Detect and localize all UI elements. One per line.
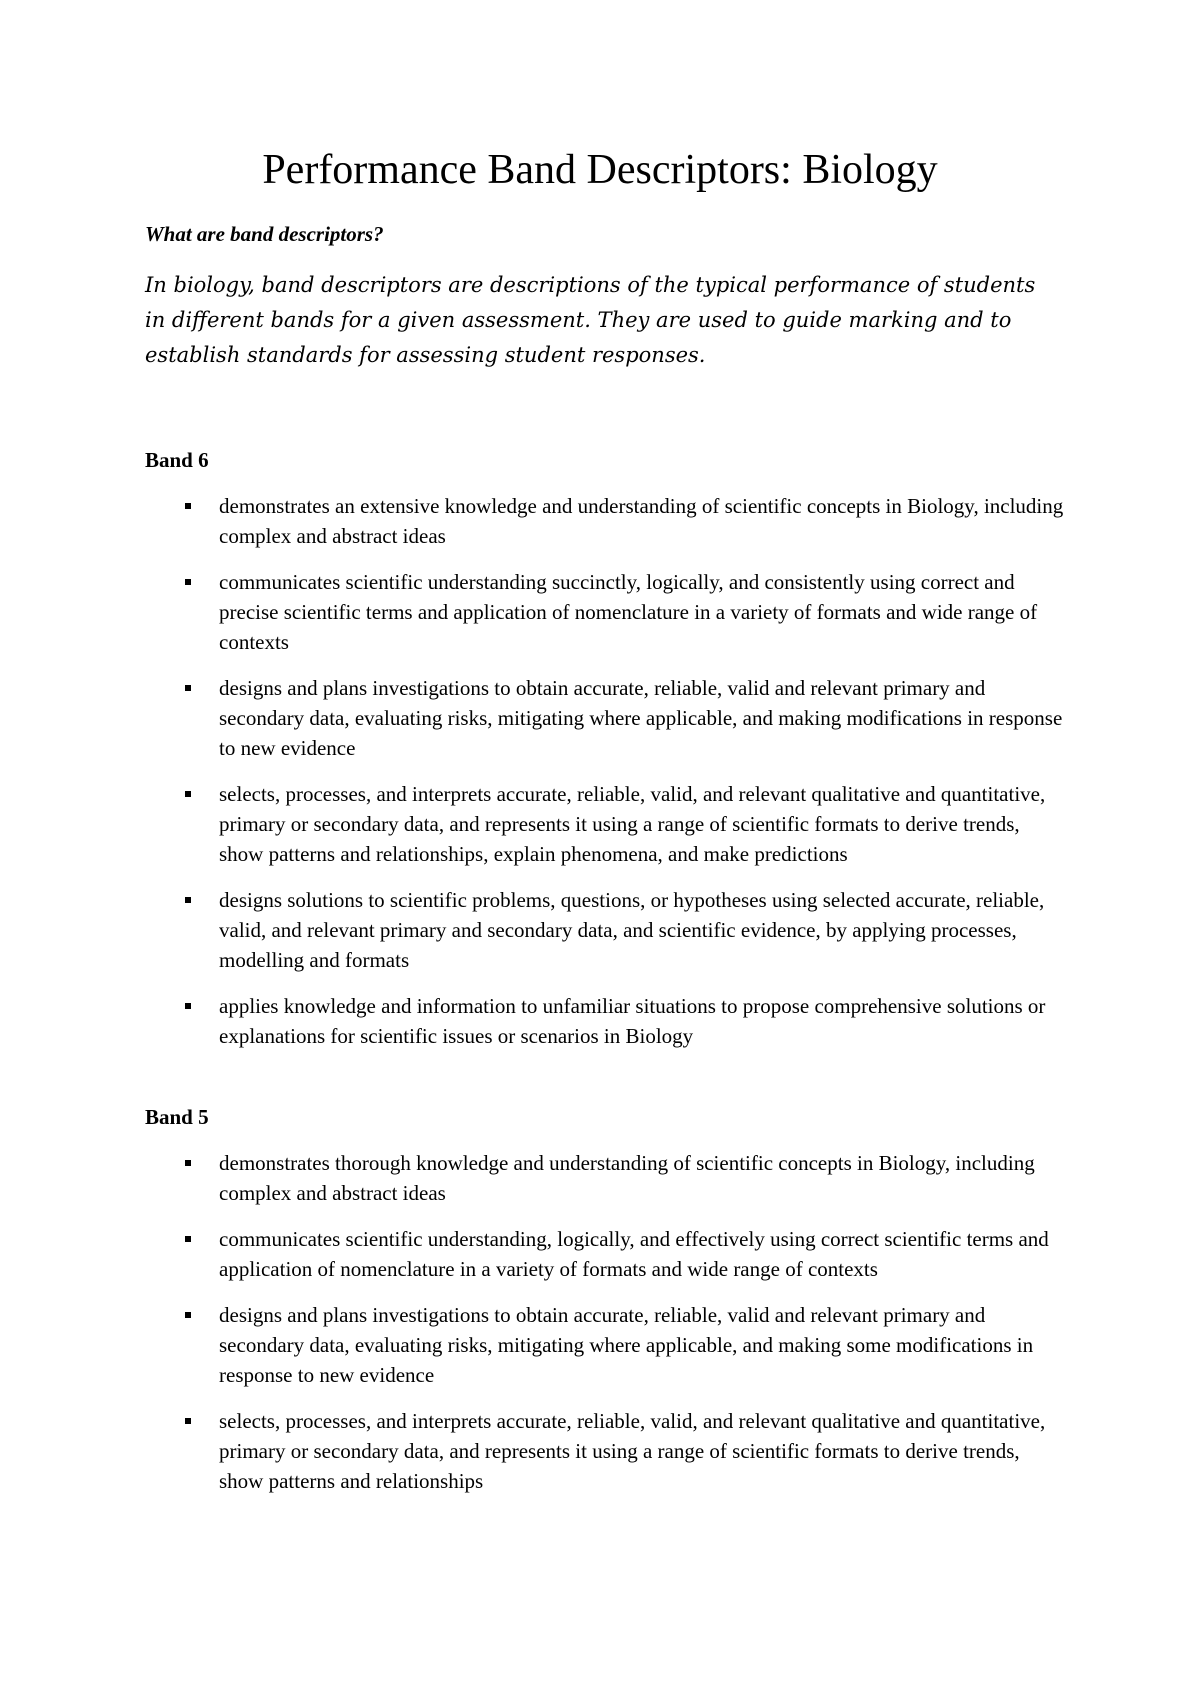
list-item: [145, 491, 1065, 551]
bullet-icon: [185, 579, 191, 585]
band-5-heading: Band 5: [145, 1105, 209, 1129]
list-item-text: applies knowledge and information to unfamiliar situations to propose comprehensive solutions or explanations for scientific issues or scenarios in Biology: [219, 994, 1046, 1048]
band-5-list: [145, 1148, 1065, 1512]
band-6-heading: Band 6: [145, 448, 209, 472]
list-item-text: designs and plans investigations to obtain accurate, reliable, valid and relevant primary and secondary data, evaluating risks, mitigating where applicable, and making some modifications in response to new evidence: [219, 1303, 1034, 1387]
bullet-icon: [185, 1003, 191, 1009]
list-item: [145, 885, 1065, 975]
list-item: [145, 1224, 1065, 1284]
bullet-icon: [185, 897, 191, 903]
list-item-text: demonstrates thorough knowledge and understanding of scientific concepts in Biology, including complex and abstract ideas: [219, 1151, 1035, 1205]
list-item: [145, 1300, 1065, 1390]
list-item: [145, 1406, 1065, 1496]
list-item-text: communicates scientific understanding succinctly, logically, and consistently using correct and precise scientific terms and application of nomenclature in a variety of formats and wide range of contexts: [219, 570, 1038, 654]
bullet-icon: [185, 791, 191, 797]
list-item-text: selects, processes, and interprets accurate, reliable, valid, and relevant qualitative and quantitative, primary or secondary data, and represents it using a range of scientific formats to derive trends, show patterns and relationships, explain phenomena, and make predictions: [219, 782, 1046, 866]
document-title: Performance Band Descriptors: Biology: [262, 147, 938, 193]
list-item-text: designs solutions to scientific problems, questions, or hypotheses using selected accurate, reliable, valid, and relevant primary and secondary data, and scientific evidence, by applying processes, modelling and formats: [219, 888, 1045, 972]
intro-paragraph: In biology, band descriptors are descriptions of the typical performance of students in different bands for a given assessment. They are used to guide marking and to establish standards for assessing student responses.: [145, 273, 1036, 367]
bullet-icon: [185, 685, 191, 691]
bullet-icon: [185, 1160, 191, 1166]
bullet-icon: [185, 1312, 191, 1318]
bullet-icon: [185, 503, 191, 509]
list-item: [145, 673, 1065, 763]
list-item-text: designs and plans investigations to obtain accurate, reliable, valid and relevant primary and secondary data, evaluating risks, mitigating where applicable, and making modifications in response to new evidence: [219, 676, 1063, 760]
intro-heading: What are band descriptors?: [145, 222, 384, 246]
band-6-list: [145, 491, 1065, 1067]
list-item-text: selects, processes, and interprets accurate, reliable, valid, and relevant qualitative and quantitative, primary or secondary data, and represents it using a range of scientific formats to derive trends, show patterns and relationships: [219, 1409, 1046, 1493]
list-item: [145, 779, 1065, 869]
list-item-text: demonstrates an extensive knowledge and understanding of scientific concepts in Biology, including complex and abstract ideas: [219, 494, 1064, 548]
bullet-icon: [185, 1236, 191, 1242]
list-item: [145, 567, 1065, 657]
bullet-icon: [185, 1418, 191, 1424]
list-item: [145, 991, 1065, 1051]
list-item-text: communicates scientific understanding, logically, and effectively using correct scientific terms and application of nomenclature in a variety of formats and wide range of contexts: [219, 1227, 1049, 1281]
list-item: [145, 1148, 1065, 1208]
